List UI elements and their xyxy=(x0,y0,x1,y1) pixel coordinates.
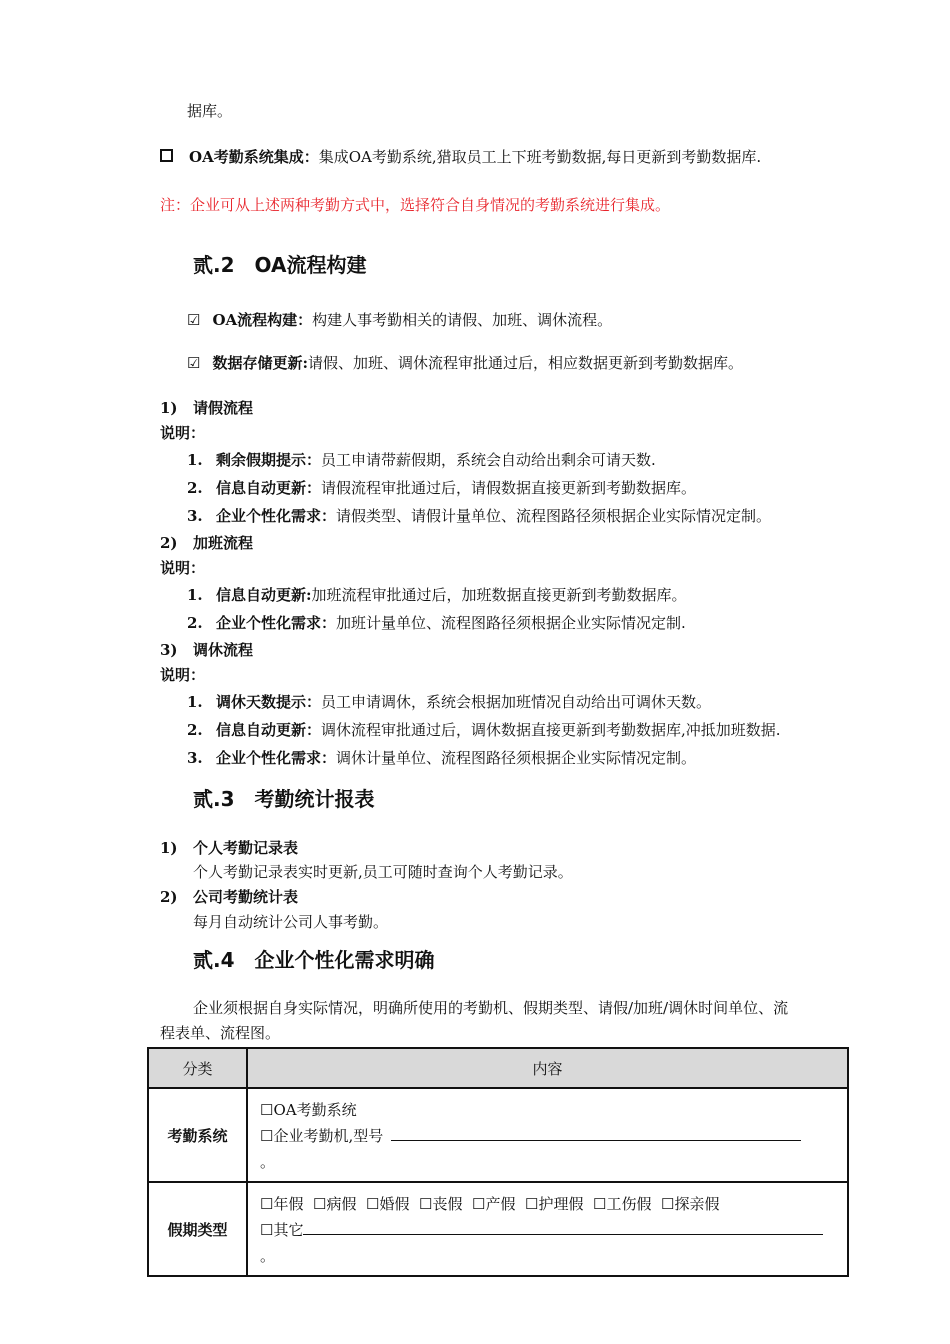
section-heading-2-4: 贰.4 企业个性化需求明确 xyxy=(193,948,435,972)
item-number: 2. xyxy=(187,479,203,497)
option-attendance-machine xyxy=(260,1123,835,1149)
item-text: 调休计量单位、流程图路径须根据企业实际情况定制。 xyxy=(336,749,697,767)
row-end-mark: 。 xyxy=(260,1247,276,1265)
group-title: 加班流程 xyxy=(193,534,254,552)
check-item xyxy=(187,353,743,373)
leave-type-options xyxy=(260,1191,835,1217)
oa-integration-bullet xyxy=(160,147,761,167)
report-number: 1) xyxy=(160,839,178,857)
option-bereavement-leave[interactable]: ☐丧假 xyxy=(419,1195,463,1213)
section-heading-2-2: 贰.2 OA流程构建 xyxy=(193,253,367,277)
report-item-text: 每月自动统计公司人事考勤。 xyxy=(193,913,389,931)
item-label: 企业个性化需求： xyxy=(216,507,337,525)
content-cell xyxy=(247,1088,848,1182)
group-number: 3) xyxy=(160,641,178,659)
item-text: 调休流程审批通过后，调休数据直接更新到考勤数据库,冲抵加班数据. xyxy=(321,721,781,739)
list-item xyxy=(187,506,771,526)
item-text: 员工申请带薪假期，系统会自动给出剩余可请天数. xyxy=(321,451,656,469)
item-label: 调休天数提示： xyxy=(216,693,322,711)
report-item-title xyxy=(160,838,298,858)
row-end-mark: 。 xyxy=(260,1153,276,1171)
item-label: 信息自动更新： xyxy=(216,479,322,497)
group-title-compoff xyxy=(160,640,253,660)
option-family-visit-leave[interactable]: ☐探亲假 xyxy=(661,1195,720,1213)
group-title-leave xyxy=(160,398,253,418)
option-marriage-leave[interactable]: ☐婚假 xyxy=(366,1195,410,1213)
category-cell: 考勤系统 xyxy=(148,1088,247,1182)
check-label: 数据存储更新: xyxy=(212,354,308,372)
list-item xyxy=(187,613,686,633)
item-label: 剩余假期提示： xyxy=(216,451,322,469)
group-desc-label: 说明： xyxy=(160,559,206,577)
option-attendance-machine-label[interactable]: ☐企业考勤机,型号 xyxy=(260,1127,384,1145)
list-item xyxy=(187,692,711,712)
oa-integration-label: OA考勤系统集成： xyxy=(189,148,319,166)
item-label: 信息自动更新: xyxy=(216,586,312,604)
item-number: 1. xyxy=(187,693,203,711)
option-injury-leave[interactable]: ☐工伤假 xyxy=(593,1195,652,1213)
intro-tail-text: 据库。 xyxy=(187,102,233,120)
report-number: 2) xyxy=(160,888,178,906)
group-desc-label: 说明： xyxy=(160,666,206,684)
item-number: 2. xyxy=(187,721,203,739)
report-item-text: 个人考勤记录表实时更新,员工可随时查询个人考勤记录。 xyxy=(193,863,573,881)
item-text: 员工申请调休，系统会根据加班情况自动给出可调休天数。 xyxy=(321,693,712,711)
header-category: 分类 xyxy=(148,1048,247,1088)
other-input-line[interactable] xyxy=(303,1218,823,1235)
option-other-label[interactable]: ☐其它 xyxy=(260,1221,304,1239)
item-number: 1. xyxy=(187,586,203,604)
group-number: 2) xyxy=(160,534,178,552)
item-text: 加班计量单位、流程图路径须根据企业实际情况定制. xyxy=(336,614,686,632)
item-number: 2. xyxy=(187,614,203,632)
group-title-overtime xyxy=(160,533,253,553)
item-text: 请假流程审批通过后，请假数据直接更新到考勤数据库。 xyxy=(321,479,697,497)
item-text: 加班流程审批通过后，加班数据直接更新到考勤数据库。 xyxy=(311,586,687,604)
group-title: 请假流程 xyxy=(193,399,254,417)
check-label: OA流程构建： xyxy=(212,311,313,329)
list-item xyxy=(187,478,696,498)
option-annual-leave[interactable]: ☐年假 xyxy=(260,1195,304,1213)
checkbox-checked-icon: ☑ xyxy=(187,311,201,329)
check-text: 构建人事考勤相关的请假、加班、调休流程。 xyxy=(312,311,613,329)
option-sick-leave[interactable]: ☐病假 xyxy=(313,1195,357,1213)
group-number: 1) xyxy=(160,399,178,417)
table-row xyxy=(148,1182,848,1276)
group-title: 调休流程 xyxy=(193,641,254,659)
report-item-title xyxy=(160,887,298,907)
group-desc-label: 说明： xyxy=(160,424,206,442)
square-bullet-icon xyxy=(160,149,173,162)
list-item xyxy=(187,450,656,470)
check-text: 请假、加班、调休流程审批通过后，相应数据更新到考勤数据库。 xyxy=(308,354,744,372)
table-header-row xyxy=(148,1048,848,1088)
table-row xyxy=(148,1088,848,1182)
model-input-line[interactable] xyxy=(391,1124,801,1141)
paragraph-line: 企业须根据自身实际情况，明确所使用的考勤机、假期类型、请假/加班/调休时间单位、流 xyxy=(193,999,789,1017)
item-label: 企业个性化需求： xyxy=(216,614,337,632)
oa-integration-text: 集成OA考勤系统,猎取员工上下班考勤数据,每日更新到考勤数据库. xyxy=(318,148,762,166)
option-nursing-leave[interactable]: ☐护理假 xyxy=(525,1195,584,1213)
item-number: 1. xyxy=(187,451,203,469)
category-cell: 假期类型 xyxy=(148,1182,247,1276)
content-cell xyxy=(247,1182,848,1276)
item-label: 信息自动更新： xyxy=(216,721,322,739)
item-number: 3. xyxy=(187,507,203,525)
requirements-table xyxy=(147,1047,849,1277)
item-text: 请假类型、请假计量单位、流程图路径须根据企业实际情况定制。 xyxy=(336,507,772,525)
paragraph-line: 程表单、流程图。 xyxy=(160,1024,281,1042)
checkbox-checked-icon: ☑ xyxy=(187,354,201,372)
item-number: 3. xyxy=(187,749,203,767)
note-text: 注：企业可从上述两种考勤方式中，选择符合自身情况的考勤系统进行集成。 xyxy=(160,196,671,214)
section-heading-2-3: 贰.3 考勤统计报表 xyxy=(193,787,375,811)
report-title: 公司考勤统计表 xyxy=(193,888,299,906)
item-label: 企业个性化需求： xyxy=(216,749,337,767)
option-other xyxy=(260,1217,835,1243)
report-title: 个人考勤记录表 xyxy=(193,839,299,857)
list-item xyxy=(187,748,696,768)
list-item xyxy=(187,585,687,605)
header-content: 内容 xyxy=(247,1048,848,1088)
list-item xyxy=(187,720,781,740)
option-oa-system[interactable]: ☐OA考勤系统 xyxy=(260,1101,357,1119)
check-item xyxy=(187,310,612,330)
option-maternity-leave[interactable]: ☐产假 xyxy=(472,1195,516,1213)
